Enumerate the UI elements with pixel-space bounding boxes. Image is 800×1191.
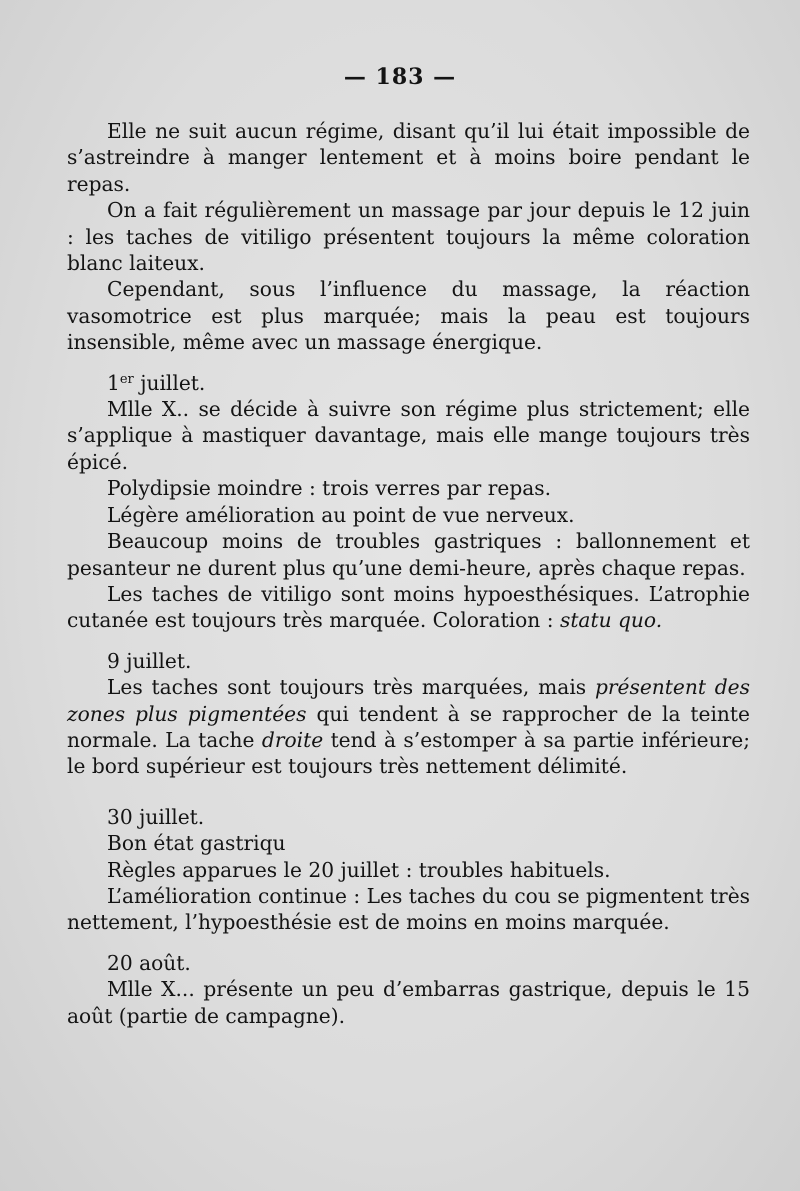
- paragraph-vitiligo: [67, 581, 750, 634]
- page-number: — 183 —: [343, 64, 457, 90]
- spots-text-c: tend à s’estomper à sa partie inférieure; le bord supérieur est toujours très nettement délimité.: [67, 727, 750, 779]
- spots-italic-b: droite: [261, 727, 324, 752]
- date-heading-july-9: 9 juillet.: [107, 648, 192, 673]
- paragraph-vasomotor: Cependant, sous l’influence du massage, la réaction vasomotrice est plus marquée; mais la peau est toujours insensible, même avec un massage énergique.: [67, 277, 750, 355]
- date-heading-july-1: [67, 370, 750, 396]
- spots-italic-a: présentent des zones plus pigmentées: [67, 675, 750, 726]
- paragraph-gastric-state: Bon état gastriqu: [107, 831, 286, 856]
- date-heading-july-30: 30 juillet.: [107, 804, 205, 829]
- date-ordinal: er: [119, 371, 134, 387]
- spots-text-b: qui tendent à se rapprocher de la teinte normale. La tache: [67, 701, 750, 752]
- paragraph-spots: [67, 674, 750, 780]
- vitiligo-text: Les taches de vitiligo sont moins hypoesthésiques. L’atrophie cutanée est toujours très marquée. Coloration :: [67, 581, 750, 633]
- page-body: [67, 118, 750, 1029]
- paragraph-menses: Règles apparues le 20 juillet : troubles habituels.: [107, 857, 611, 882]
- spots-text-a: Les taches sont toujours très marquées, mais: [107, 675, 595, 700]
- paragraph-massage: On a fait régulièrement un massage par jour depuis le 12 juin : les taches de vitiligo présentent toujours la même coloration blanc laiteux.: [67, 198, 750, 276]
- date-day: 1: [107, 370, 120, 395]
- paragraph-embarrassment: Mlle X... présente un peu d’embarras gastrique, depuis le 15 août (partie de campagne).: [67, 977, 750, 1028]
- statu-quo-text: statu quo.: [559, 608, 663, 633]
- date-month: juillet.: [133, 370, 206, 395]
- paragraph-regime: Mlle X.. se décide à suivre son régime plus strictement; elle s’applique à mastiquer davantage, mais elle mange toujours très épicé.: [67, 397, 750, 474]
- paragraph-polydipsia: Polydipsie moindre : trois verres par repas.: [107, 476, 552, 501]
- paragraph-diet: Elle ne suit aucun régime, disant qu’il lui était impossible de s’astreindre à manger lentement et à moins boire pendant le repas.: [67, 119, 750, 196]
- paragraph-improvement: L’amélioration continue : Les taches du cou se pigmentent très nettement, l’hypoesthésie est de moins en moins marquée.: [67, 883, 750, 935]
- date-heading-august-20: 20 août.: [107, 950, 191, 975]
- paragraph-nervous: Légère amélioration au point de vue nerveux.: [107, 502, 575, 527]
- paragraph-gastric: Beaucoup moins de troubles gastriques : ballonnement et pesanteur ne durent plus qu’une demi-heure, après chaque repas.: [67, 529, 750, 580]
